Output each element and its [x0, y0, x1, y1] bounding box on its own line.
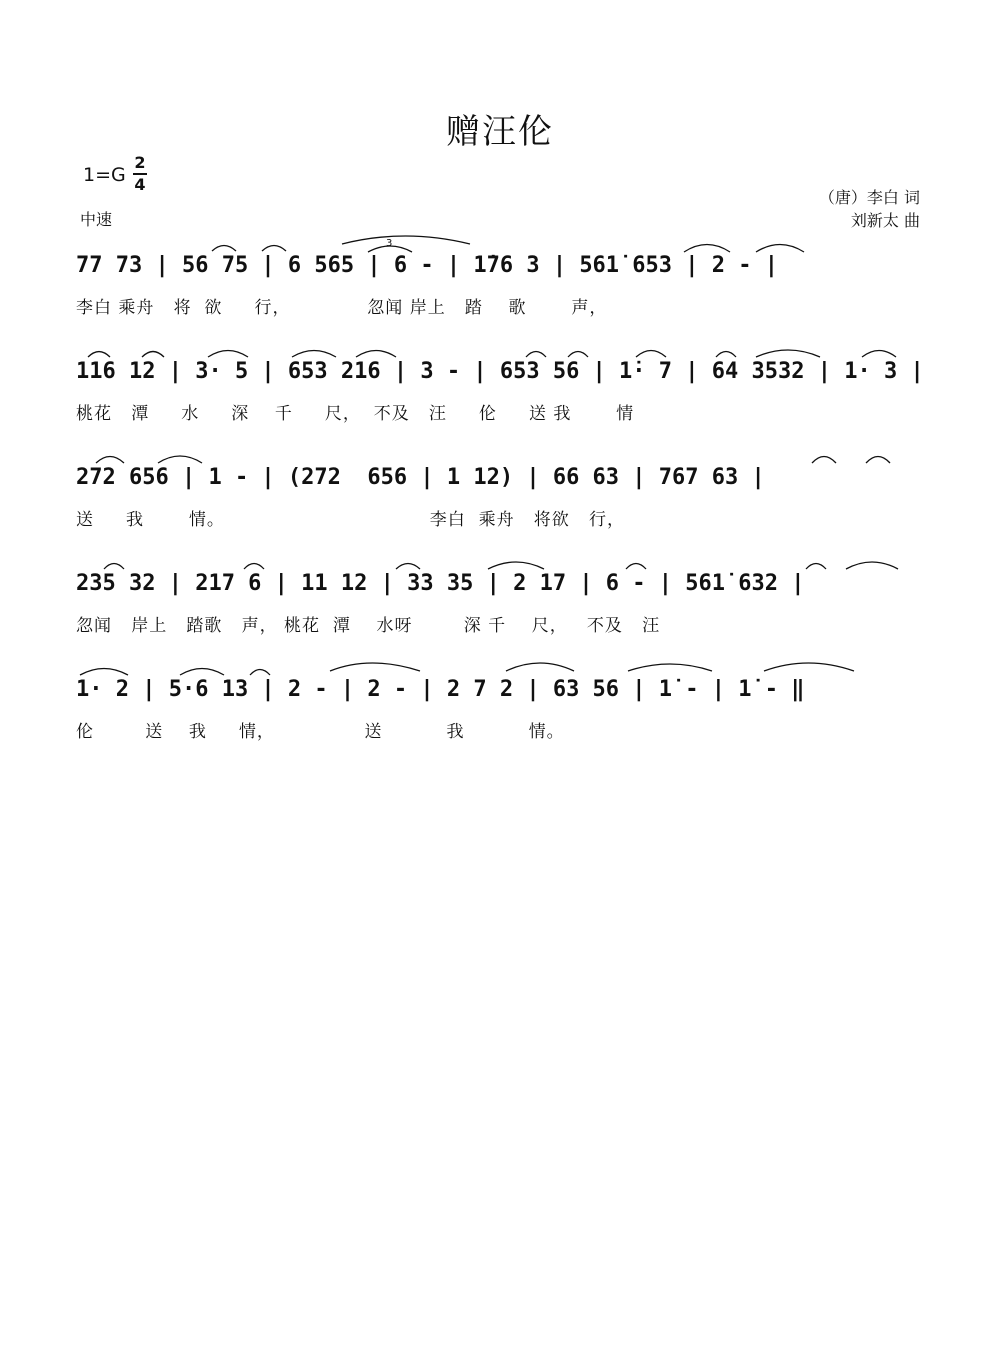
notation-row-4: 235 32 | 217 6 | 11 12 | 33 35 | 2 17 | 6 - | 561̇ 632 |	[76, 571, 805, 596]
key-signature: 1=G	[83, 164, 126, 186]
lyrics-row-5: 伦 送 我 情， 送 我 情。	[76, 722, 565, 742]
lyrics-row-1: 李白 乘舟 将 欲 行， 忽闻 岸上 踏 歌 声，	[76, 298, 608, 318]
composer: 刘新太 曲	[850, 211, 920, 230]
notation-row-1: 77 73 | 56 75 | 6 565 | 6 - | 1̇76 3 | 561̇ 653 | 2 - |	[76, 253, 778, 278]
time-signature	[133, 154, 147, 194]
tempo-marking: 中速	[80, 210, 113, 229]
credits	[819, 186, 920, 232]
triplet-number: 3	[386, 238, 393, 249]
lyricist: （唐）李白 词	[818, 188, 920, 207]
lyrics-row-2: 桃花 潭 水 深 千 尺， 不及 汪 伦 送 我 情	[76, 404, 635, 424]
lyrics-row-4: 忽闻 岸上 踏歌 声， 桃花 潭 水呀 深 千 尺， 不及 汪	[76, 616, 661, 636]
tie-long	[342, 236, 470, 244]
time-signature-top: 2	[134, 153, 146, 172]
song-title: 赠汪伦	[446, 112, 554, 152]
lyrics-row-3: 送 我 情。 李白 乘舟 将欲 行，	[76, 510, 625, 530]
time-signature-bottom: 4	[134, 175, 146, 194]
notation-row-3: 272 656 | 1 - | (272 656 | 1 12) | 66 63 | 767 63 |	[76, 465, 765, 490]
notation-row-5: 1· 2 | 5·6 13 | 2 - | 2 - | 2 7 2 | 63 56 | 1̇ - | 1̇ - ‖	[76, 677, 805, 702]
notation-row-2: 116 12 | 3· 5 | 653 216 | 3 - | 653 56 | 1̇· 7 | 64 3532 | 1· 3 |	[76, 359, 924, 384]
